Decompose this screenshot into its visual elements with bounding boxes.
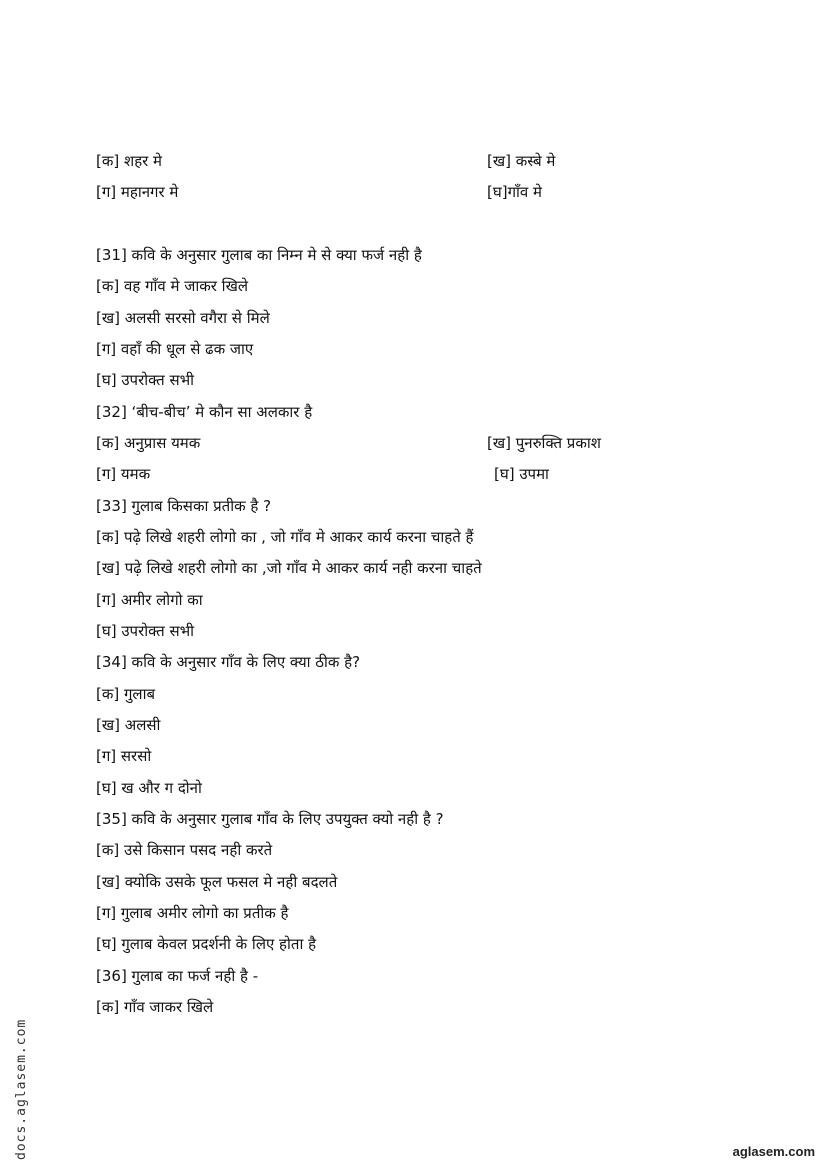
q31-option-c: [ग] वहाँ की धूल से ढक जाए: [96, 340, 254, 358]
q33-option-d: [घ] उपरोक्त सभी: [96, 622, 195, 640]
question-36: [36] गुलाब का फर्ज नही है -: [96, 967, 259, 985]
q34-option-b: [ख] अलसी: [96, 716, 161, 734]
option-k: [क] शहर मे: [96, 152, 163, 170]
q32-option-c: [ग] यमक: [96, 465, 151, 483]
q32-option-a: [क] अनुप्रास यमक: [96, 434, 201, 452]
option-g: [ग] महानगर मे: [96, 183, 179, 201]
question-31: [31] कवि के अनुसार गुलाब का निम्न मे से क्या फर्ज नही है: [96, 246, 422, 264]
q32-option-b: [ख] पुनरुक्ति प्रकाश: [487, 434, 601, 452]
q33-option-c: [ग] अमीर लोगो का: [96, 591, 203, 609]
q33-option-b: [ख] पढ़े लिखे शहरी लोगो का ,जो गाँव मे आकर कार्य नही करना चाहते: [96, 559, 482, 577]
question-33: [33] गुलाब किसका प्रतीक है ?: [96, 497, 272, 515]
q32-option-d: [घ] उपमा: [494, 465, 549, 483]
footer-site-link[interactable]: aglasem.com: [732, 1144, 815, 1159]
q35-option-c: [ग] गुलाब अमीर लोगो का प्रतीक है: [96, 904, 289, 922]
q35-option-b: [ख] क्योकि उसके फूल फसल मे नही बदलते: [96, 873, 338, 891]
q31-option-b: [ख] अलसी सरसो वगैरा से मिले: [96, 309, 270, 327]
watermark-text: docs.aglasem.com: [14, 1018, 29, 1160]
question-34: [34] कवि के अनुसार गाँव के लिए क्या ठीक है?: [96, 653, 361, 671]
q35-option-a: [क] उसे किसान पसद नही करते: [96, 841, 273, 859]
option-kh: [ख] कस्बे मे: [487, 152, 556, 170]
q34-option-d: [घ] ख और ग दोनो: [96, 779, 202, 797]
option-gh: [घ]गाँव मे: [487, 183, 542, 201]
q31-option-a: [क] वह गाँव मे जाकर खिले: [96, 277, 249, 295]
question-35: [35] कवि के अनुसार गुलाब गाँव के लिए उपयुक्त क्यो नही है ?: [96, 810, 444, 828]
question-32: [32] ‘बीच-बीच’ मे कौन सा अलकार है: [96, 403, 313, 421]
q34-option-c: [ग] सरसो: [96, 747, 152, 765]
q35-option-d: [घ] गुलाब केवल प्रदर्शनी के लिए होता है: [96, 935, 317, 953]
q34-option-a: [क] गुलाब: [96, 685, 156, 703]
q31-option-d: [घ] उपरोक्त सभी: [96, 371, 195, 389]
q36-option-a: [क] गाँव जाकर खिले: [96, 998, 214, 1016]
q33-option-a: [क] पढ़े लिखे शहरी लोगो का , जो गाँव मे आकर कार्य करना चाहते हैं: [96, 528, 474, 546]
